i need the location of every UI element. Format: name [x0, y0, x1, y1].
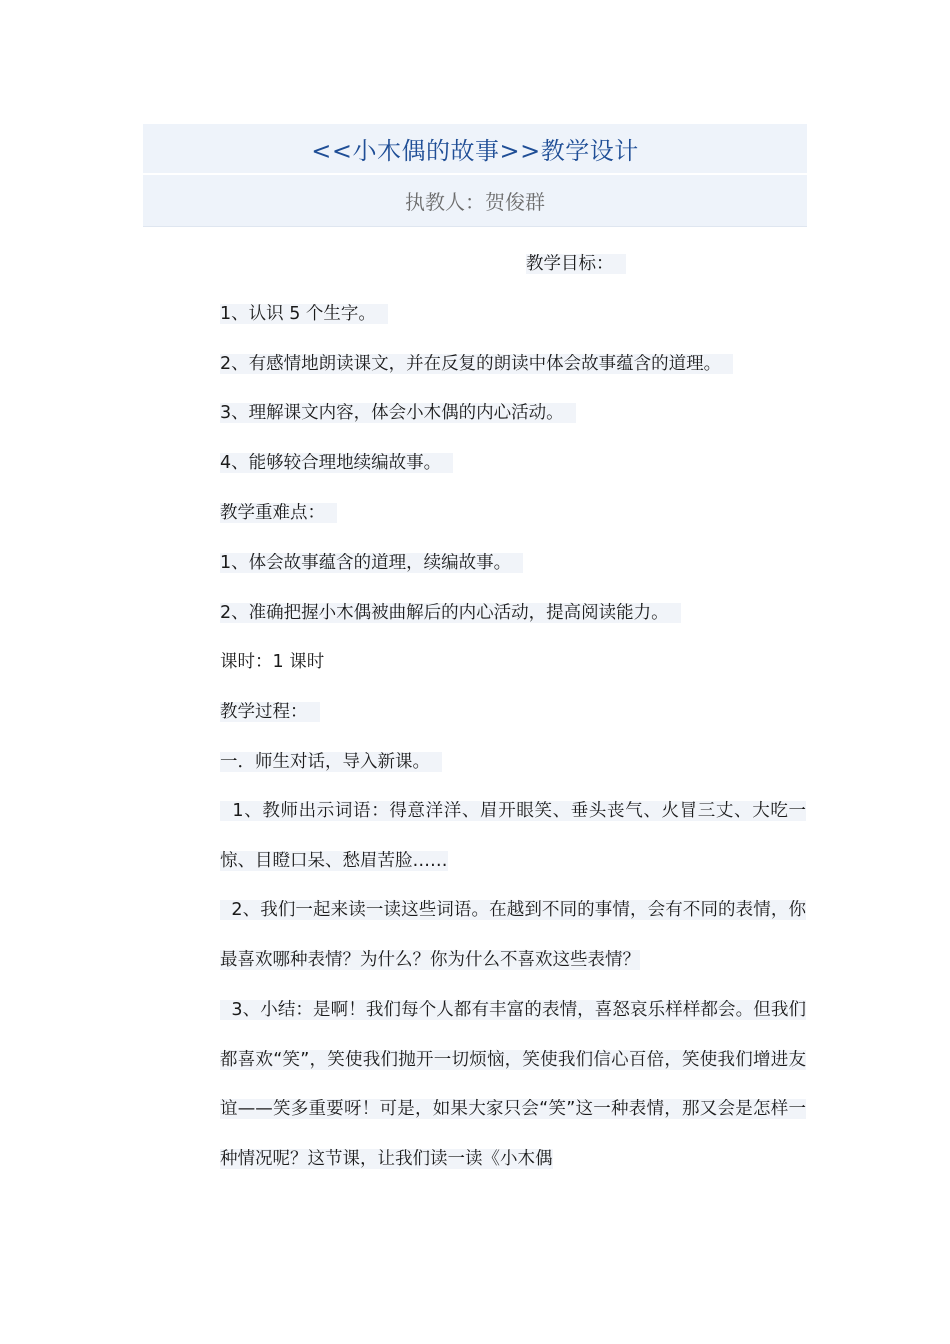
objective-item [220, 301, 388, 327]
key-points-heading [220, 500, 337, 526]
document-author: 执教人：贺俊群 [405, 190, 545, 214]
process-heading [220, 699, 320, 725]
objective-item-text: 1、认识 5 个生字。 [220, 304, 388, 324]
process-step-1-text: 1、教师出示词语：得意洋洋、眉开眼笑、垂头丧气、火冒三丈、大吃一惊、目瞪口呆、愁眉苦脸…… [220, 801, 806, 871]
process-heading-text: 教学过程： [220, 702, 320, 722]
process-step-1 [220, 787, 806, 886]
key-point-item [220, 550, 523, 576]
document-title: <<小木偶的故事>>教学设计 [311, 137, 639, 165]
title-band [143, 124, 807, 175]
key-points-heading-text: 教学重难点： [220, 503, 337, 523]
objectives-heading [526, 251, 626, 277]
objective-item-text: 2、有感情地朗读课文，并在反复的朗读中体会故事蕴含的道理。 [220, 354, 733, 374]
process-step-2-text: 2、我们一起来读一读这些词语。在越到不同的事情，会有不同的表情，你最喜欢哪种表情？为什么？你为什么不喜欢这些表情？ [220, 900, 806, 970]
key-point-item-text: 1、体会故事蕴含的道理，续编故事。 [220, 553, 523, 573]
document-header [143, 124, 807, 226]
process-section-1 [220, 749, 442, 775]
objective-item-text: 4、能够较合理地续编故事。 [220, 453, 453, 473]
process-step-3-text: 3、小结：是啊！我们每个人都有丰富的表情，喜怒哀乐样样都会。但我们都喜欢“笑”，笑使我们抛开一切烦恼，笑使我们信心百倍，笑使我们增进友谊——笑多重要呀！可是，如果大家只会“笑”这一种表情，那又会是怎样一种情况呢？这节课，让我们读一读《小木偶 [220, 1000, 806, 1170]
class-hours [220, 649, 324, 675]
process-section-1-text: 一．师生对话，导入新课。 [220, 752, 442, 772]
objectives-heading-text: 教学目标： [526, 254, 626, 274]
objective-item [220, 351, 733, 377]
objective-item [220, 400, 576, 426]
author-band [143, 175, 807, 227]
key-point-item [220, 600, 681, 626]
objective-item-text: 3、理解课文内容，体会小木偶的内心活动。 [220, 403, 576, 423]
class-hours-text: 课时：1 课时 [220, 652, 325, 672]
objective-item [220, 450, 453, 476]
process-step-2 [220, 886, 806, 985]
key-point-item-text: 2、准确把握小木偶被曲解后的内心活动，提高阅读能力。 [220, 603, 681, 623]
process-step-3 [220, 986, 806, 1185]
